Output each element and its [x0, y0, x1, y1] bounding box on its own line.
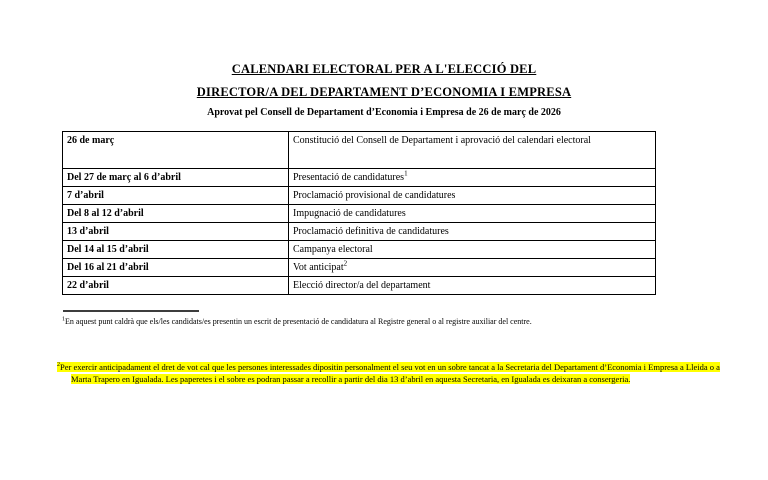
footnote-2 [57, 361, 729, 385]
table-row [63, 223, 656, 241]
footnote-2-text: Per exercir anticipadament el dret de vot cal que les persones interessades dipositin personalment el seu vot en un sobre tancat a la Secretaria del Departament d’Economia i Empresa a Lleida o a Marta Trapero en Igualada. Les paperetes i el sobre es podran passar a recollir a partir del dia 13 d’abril en aquesta Secretaria, en Igualada es deixaran a consergeria. [60, 362, 720, 385]
highlighted-text [57, 362, 720, 384]
event-cell [289, 132, 656, 169]
table-row [63, 132, 656, 169]
table-row [63, 187, 656, 205]
event-cell [289, 205, 656, 223]
footnote-1-ref: 1 [62, 316, 65, 323]
event-text: Elecció director/a del departament [293, 280, 431, 291]
date-cell: 7 d’abril [63, 187, 289, 205]
event-cell [289, 259, 656, 277]
electoral-calendar-table [62, 131, 656, 295]
event-text: Vot anticipat [293, 262, 344, 273]
event-text: Impugnació de candidatures [293, 208, 406, 219]
footnote-1-text: En aquest punt caldrà que els/les candidats/es presentin un escrit de presentació de candidatura al Registre general o al registre auxiliar del centre. [65, 317, 532, 326]
table-row [63, 277, 656, 295]
event-cell [289, 277, 656, 295]
footnote-ref: 1 [404, 169, 408, 178]
event-cell [289, 223, 656, 241]
event-text: Proclamació definitiva de candidatures [293, 226, 449, 237]
event-text: Presentació de candidatures [293, 172, 405, 183]
event-cell [289, 169, 656, 187]
document-subtitle: Aprovat pel Consell de Departament d’Economia i Empresa de 26 de març de 2026 [207, 107, 561, 118]
footnote-separator [63, 310, 199, 312]
date-cell: Del 14 al 15 d’abril [63, 241, 289, 259]
date-cell: 22 d’abril [63, 277, 289, 295]
date-cell: Del 27 de març al 6 d’abril [63, 169, 289, 187]
event-text: Constitució del Consell de Departament i aprovació del calendari electoral [293, 135, 591, 146]
event-cell [289, 241, 656, 259]
event-cell [289, 187, 656, 205]
document-title-line2: DIRECTOR/A DEL DEPARTAMENT D’ECONOMIA I EMPRESA [196, 85, 572, 99]
event-text: Campanya electoral [293, 244, 373, 255]
footnote-1 [62, 316, 710, 328]
document-title-line1: CALENDARI ELECTORAL PER A L'ELECCIÓ DEL [231, 62, 537, 76]
date-cell: Del 16 al 21 d’abril [63, 259, 289, 277]
table-row [63, 259, 656, 277]
table-row [63, 205, 656, 223]
footnote-2-ref: 2 [57, 362, 60, 369]
date-cell: Del 8 al 12 d’abril [63, 205, 289, 223]
event-text: Proclamació provisional de candidatures [293, 190, 456, 201]
table-row [63, 169, 656, 187]
table-row [63, 241, 656, 259]
date-cell: 13 d’abril [63, 223, 289, 241]
footnote-ref: 2 [343, 259, 348, 268]
date-cell: 26 de març [63, 132, 289, 169]
